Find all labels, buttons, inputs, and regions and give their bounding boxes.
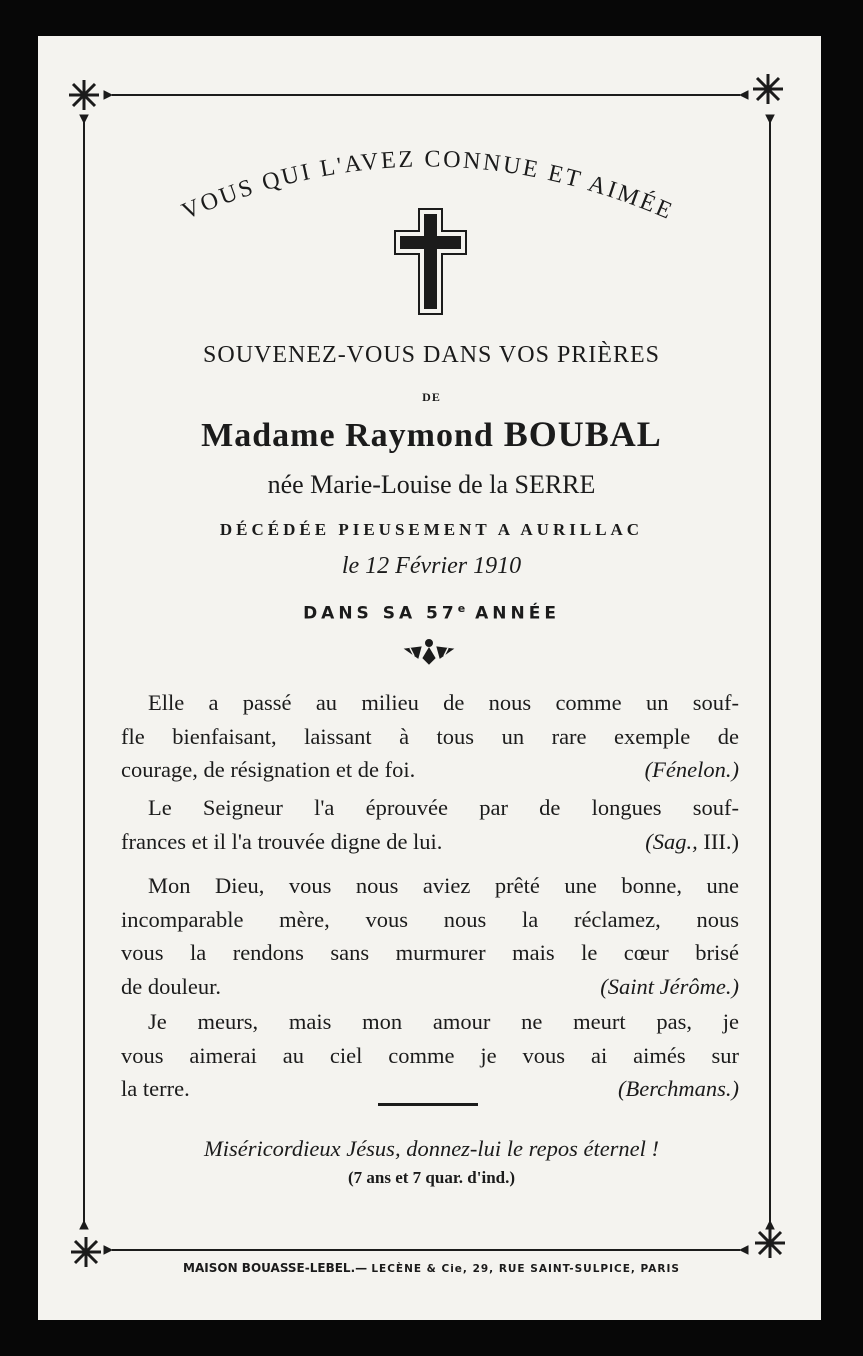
death-date: le 12 Février 1910 — [341, 553, 522, 579]
age-line — [0, 602, 863, 624]
quote-reference: (Saint Jérôme.) — [600, 973, 739, 999]
quote-reference: (Berchmans.) — [617, 1076, 739, 1101]
de-label: DE — [422, 390, 441, 404]
quote-line — [121, 825, 739, 859]
deceased-name — [0, 413, 863, 455]
quote-jerome — [121, 869, 739, 1003]
quote-line-text: courage, de résignation et de foi. — [121, 757, 416, 782]
arc-header — [0, 0, 863, 300]
quote-line: incomparable mère, vous nous la réclamez, nous — [121, 906, 739, 932]
quote-line-text: frances et il l'a trouvée digne de lui. — [121, 828, 443, 854]
age-prefix: DANS SA 57 — [303, 603, 458, 624]
printer-address: LECÈNE & Cie, 29, RUE SAINT-SULPICE, PARIS — [371, 1263, 680, 1275]
quote-line: Je meurs, mais mon amour ne meurt pas, je — [148, 1009, 739, 1034]
name-first: Madame Raymond — [201, 417, 494, 454]
prayer-heading: SOUVENEZ-VOUS DANS VOS PRIÈRES — [203, 342, 660, 368]
quote-line: fle bienfaisant, laissant à tous un rare exemple de — [121, 723, 739, 749]
divider — [378, 1103, 478, 1106]
age-superscript: e — [457, 602, 466, 615]
quote-line: vous la rendons sans murmurer mais le cœur brisé — [121, 940, 739, 965]
quote-reference-a: (Sag., — [645, 828, 698, 854]
quote-line: Elle a passé au milieu de nous comme un souf- — [148, 690, 739, 715]
svg-text:VOUS QUI L'AVEZ CONNUE ET AIMÉ — [178, 146, 678, 225]
printer-name: MAISON BOUASSE-LEBEL.— — [183, 1261, 368, 1275]
quote-line: Le Seigneur l'a éprouvée par de longues souf- — [148, 795, 739, 820]
quote-line — [121, 753, 739, 787]
death-place: DÉCÉDÉE PIEUSEMENT A AURILLAC — [219, 520, 644, 539]
quote-reference: (Fénelon.) — [644, 757, 739, 782]
printer-footer — [0, 1261, 863, 1275]
quote-line — [121, 1072, 739, 1106]
quote-line: vous aimerai au ciel comme je vous ai aimés sur — [121, 1042, 739, 1068]
quote-line-text: la terre. — [121, 1076, 190, 1101]
indulgence-note: (7 ans et 7 quar. d'ind.) — [347, 1168, 516, 1187]
quote-line: Mon Dieu, vous nous aviez prêté une bonne, une — [148, 873, 739, 898]
quote-reference-b: III.) — [703, 828, 739, 854]
arc-header-text: VOUS QUI L'AVEZ CONNUE ET AIMÉE — [178, 146, 678, 226]
flourish-ornament-icon — [401, 638, 457, 668]
closing-prayer: Miséricordieux Jésus, donnez-lui le repos éternel ! — [203, 1136, 660, 1161]
age-suffix: ANNÉE — [475, 603, 560, 624]
quote-line-text: de douleur. — [121, 973, 221, 999]
maiden-name: née Marie-Louise de la SERRE — [267, 470, 596, 499]
quote-line — [121, 970, 739, 1004]
quote-reference — [645, 825, 739, 859]
corner-star-icon — [755, 1228, 785, 1258]
quote-berchmans — [121, 1005, 739, 1106]
name-last: BOUBAL — [503, 414, 662, 454]
quote-sagesse — [121, 791, 739, 858]
quote-fenelon — [121, 686, 739, 787]
